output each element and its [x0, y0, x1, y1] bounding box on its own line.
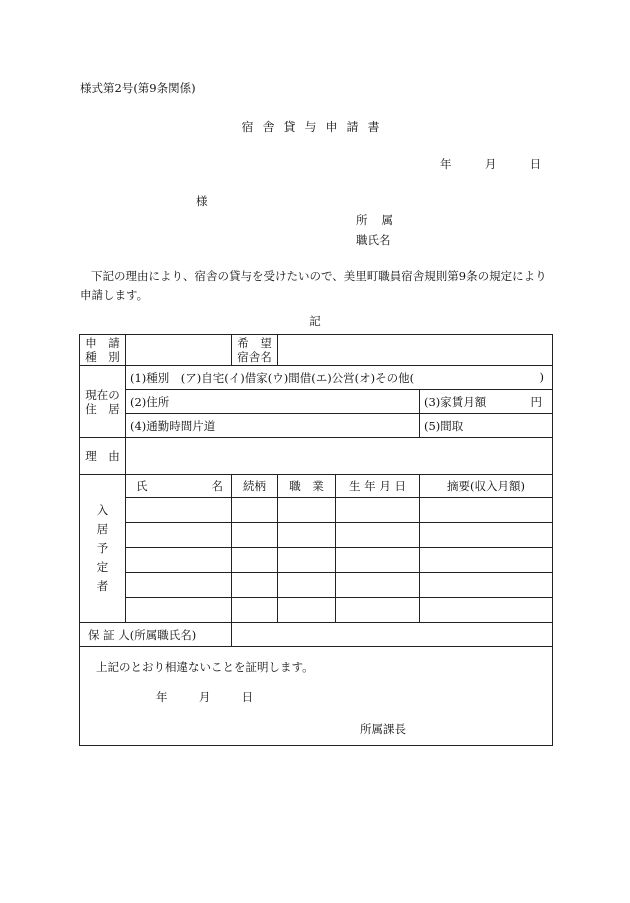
staff-name-label: 職氏名	[356, 233, 391, 247]
certify-text: 上記のとおり相違ないことを証明します。	[96, 660, 314, 674]
resident-occupation-cell[interactable]	[278, 498, 336, 523]
resident-occupation-cell[interactable]	[278, 573, 336, 598]
column-header-name: 氏 名	[126, 475, 232, 498]
date-month-label: 月	[484, 157, 497, 171]
affiliation-label: 所属	[356, 213, 407, 227]
residence-type-options: (1)種別 (ア)自宅(イ)借家(ウ)間借(エ)公営(オ)その他(	[130, 370, 415, 385]
layout-field[interactable]	[420, 414, 553, 438]
resident-occupation-cell[interactable]	[278, 598, 336, 623]
resident-name-cell[interactable]	[126, 573, 232, 598]
table-row	[80, 414, 553, 438]
form-number: 様式第2号(第9条関係)	[80, 81, 196, 95]
resident-birthdate-cell[interactable]	[336, 523, 420, 548]
resident-remarks-cell[interactable]	[420, 548, 553, 573]
rent-label: (3)家賃月額	[424, 394, 487, 409]
resident-remarks-cell[interactable]	[420, 523, 553, 548]
resident-relationship-cell[interactable]	[232, 523, 278, 548]
table-row	[80, 523, 553, 548]
department-chief-label: 所属課長	[360, 722, 406, 736]
resident-birthdate-cell[interactable]	[336, 573, 420, 598]
addressee-suffix: 様	[196, 194, 208, 208]
document-title: 宿舎貸与申請書	[241, 120, 389, 134]
resident-occupation-cell[interactable]	[278, 548, 336, 573]
guarantor-label: 保 証 人(所属職氏名)	[80, 623, 232, 647]
date-day-label: 日	[529, 157, 542, 171]
application-table	[79, 334, 553, 746]
table-row	[80, 498, 553, 523]
current-residence-label: 現在の 住 居	[80, 366, 126, 438]
layout-label: (5)間取	[424, 418, 464, 433]
application-type-label: 申 請 種 別	[80, 335, 126, 366]
table-row	[80, 573, 553, 598]
resident-name-cell[interactable]	[126, 548, 232, 573]
certify-date	[156, 689, 253, 705]
resident-relationship-cell[interactable]	[232, 573, 278, 598]
desired-dorm-label: 希 望 宿舎名	[232, 335, 278, 366]
planned-residents-label: 入 居 予 定 者	[80, 475, 126, 623]
rent-unit: 円	[530, 394, 542, 409]
date-year-label: 年	[440, 157, 452, 171]
desired-dorm-field[interactable]	[278, 335, 553, 366]
table-row	[80, 366, 553, 390]
certify-month-label: 月	[198, 690, 211, 704]
resident-name-cell[interactable]	[126, 598, 232, 623]
resident-birthdate-cell[interactable]	[336, 498, 420, 523]
residence-type-close: )	[539, 369, 544, 384]
certify-day-label: 日	[241, 690, 254, 704]
reason-field[interactable]	[126, 438, 553, 475]
resident-remarks-cell[interactable]	[420, 598, 553, 623]
certify-year-label: 年	[156, 690, 168, 704]
resident-relationship-cell[interactable]	[232, 548, 278, 573]
table-row	[80, 438, 553, 475]
resident-birthdate-cell[interactable]	[336, 598, 420, 623]
rent-field[interactable]	[420, 390, 553, 414]
certification-row	[80, 647, 553, 746]
resident-relationship-cell[interactable]	[232, 498, 278, 523]
table-row	[80, 598, 553, 623]
body-text: 下記の理由により、宿舎の貸与を受けたいので、美里町職員宿舎規則第9条の規定により申請します。	[80, 269, 547, 302]
reason-label: 理 由	[80, 438, 126, 475]
table-row	[80, 548, 553, 573]
commute-field[interactable]	[126, 414, 420, 438]
table-row	[80, 390, 553, 414]
residence-type-field[interactable]	[126, 366, 553, 390]
resident-remarks-cell[interactable]	[420, 498, 553, 523]
ki-heading: 記	[309, 314, 321, 328]
resident-relationship-cell[interactable]	[232, 598, 278, 623]
guarantor-field[interactable]	[232, 623, 553, 647]
address-label: (2)住所	[130, 394, 170, 409]
resident-name-cell[interactable]	[126, 498, 232, 523]
residents-header-row	[80, 475, 553, 498]
commute-label: (4)通勤時間片道	[130, 418, 216, 433]
column-header-remarks: 摘要(収入月額)	[420, 475, 553, 498]
column-header-relationship: 続柄	[232, 475, 278, 498]
header-date	[440, 156, 541, 172]
table-row	[80, 623, 553, 647]
application-type-field[interactable]	[126, 335, 232, 366]
column-header-birthdate: 生 年 月 日	[336, 475, 420, 498]
address-field[interactable]	[126, 390, 420, 414]
resident-name-cell[interactable]	[126, 523, 232, 548]
resident-birthdate-cell[interactable]	[336, 548, 420, 573]
column-header-occupation: 職 業	[278, 475, 336, 498]
table-row	[80, 335, 553, 366]
resident-remarks-cell[interactable]	[420, 573, 553, 598]
resident-occupation-cell[interactable]	[278, 523, 336, 548]
certification-cell	[80, 647, 553, 746]
